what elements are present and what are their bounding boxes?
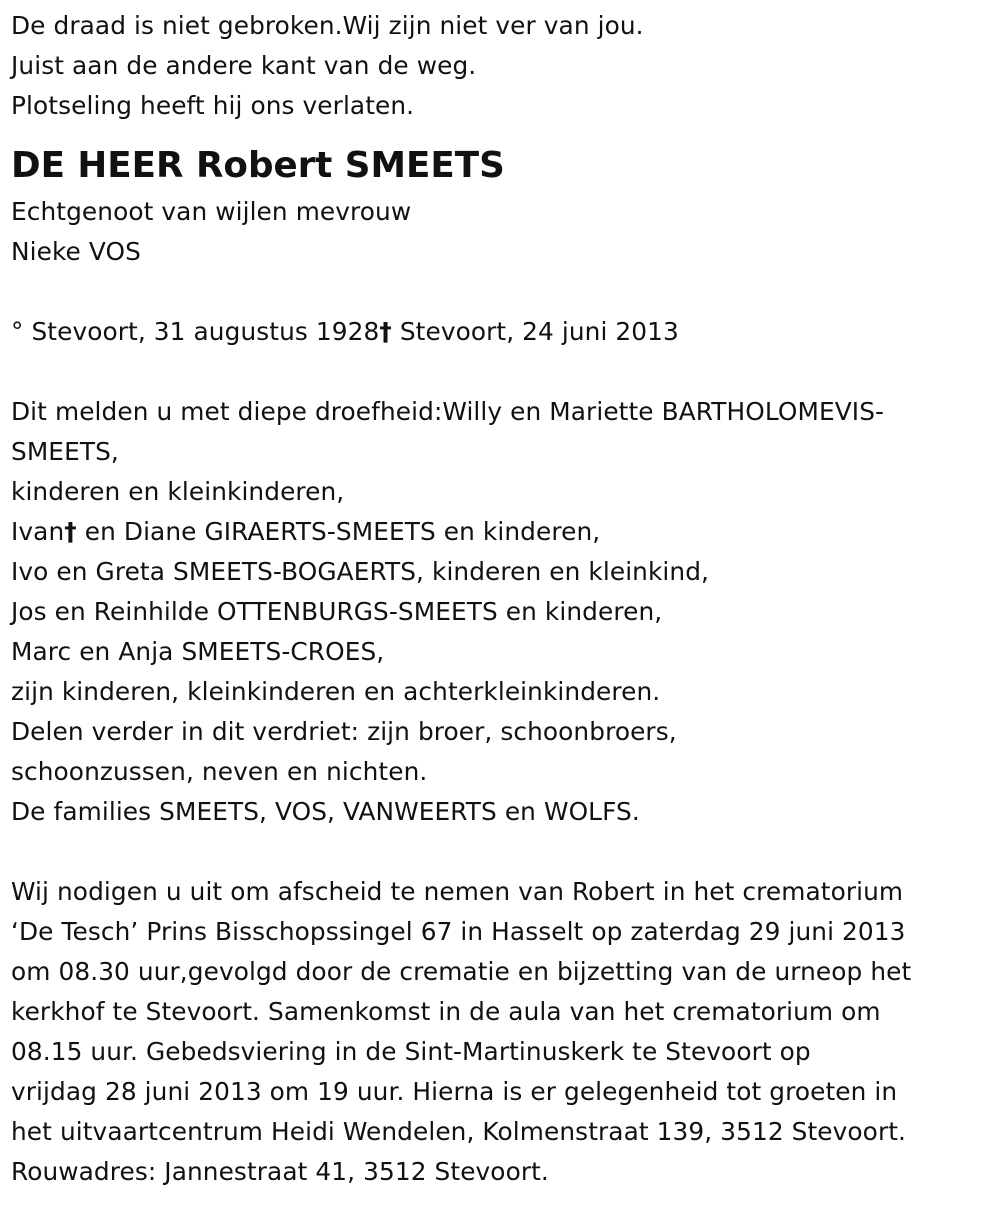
family-line: Marc en Anja SMEETS-CROES,	[11, 637, 385, 666]
ceremony-line: 08.15 uur. Gebedsviering in de Sint-Martinuskerk te Stevoort op	[11, 1037, 811, 1066]
family-announcement	[11, 392, 1000, 832]
ceremony-line: vrijdag 28 juni 2013 om 19 uur. Hierna is er gelegenheid tot groeten in	[11, 1077, 898, 1106]
poem-line: De draad is niet gebroken.Wij zijn niet ver van jou.	[11, 11, 644, 40]
spouse-info	[11, 192, 1000, 272]
family-line: schoonzussen, neven en nichten.	[11, 757, 428, 786]
spacer	[11, 352, 1000, 392]
family-line: Jos en Reinhilde OTTENBURGS-SMEETS en kinderen,	[11, 597, 663, 626]
ceremony-line: om 08.30 uur,gevolgd door de crematie en bijzetting van de urneop het	[11, 957, 912, 986]
ceremony-line: kerkhof te Stevoort. Samenkomst in de aula van het crematorium om	[11, 997, 881, 1026]
spacer	[11, 272, 1000, 312]
family-line: Ivo en Greta SMEETS-BOGAERTS, kinderen en kleinkind,	[11, 557, 710, 586]
poem-line: Juist aan de andere kant van de weg.	[11, 51, 477, 80]
poem-line: Plotseling heeft hij ons verlaten.	[11, 91, 415, 120]
family-line: kinderen en kleinkinderen,	[11, 477, 345, 506]
cross-icon: †	[379, 317, 392, 346]
family-line: SMEETS,	[11, 437, 119, 466]
family-member-rest: en Diane GIRAERTS-SMEETS en kinderen,	[76, 517, 601, 546]
family-member-name: Ivan	[11, 517, 65, 546]
ceremony-line: ‘De Tesch’ Prins Bisschopssingel 67 in Hasselt op zaterdag 29 juni 2013	[11, 917, 906, 946]
ceremony-details	[11, 872, 1000, 1192]
ceremony-line: het uitvaartcentrum Heidi Wendelen, Kolmenstraat 139, 3512 Stevoort.	[11, 1117, 907, 1146]
family-line: Dit melden u met diepe droefheid:Willy en Mariette BARTHOLOMEVIS-	[11, 397, 885, 426]
family-line: zijn kinderen, kleinkinderen en achterkleinkinderen.	[11, 677, 661, 706]
mourning-address: Rouwadres: Jannestraat 41, 3512 Stevoort.	[11, 1157, 549, 1186]
life-dates	[11, 312, 1000, 352]
deceased-name: DE HEER Robert SMEETS	[11, 145, 505, 186]
birth-info: ° Stevoort, 31 augustus 1928	[11, 317, 380, 346]
cross-icon: †	[64, 517, 77, 546]
spouse-line: Echtgenoot van wijlen mevrouw	[11, 197, 412, 226]
spacer	[11, 832, 1000, 872]
family-line: De families SMEETS, VOS, VANWEERTS en WOLFS.	[11, 797, 640, 826]
spouse-name: Nieke VOS	[11, 237, 141, 266]
poem	[11, 6, 1000, 126]
ceremony-line: Wij nodigen u uit om afscheid te nemen van Robert in het crematorium	[11, 877, 904, 906]
family-line	[11, 512, 1000, 552]
death-info: Stevoort, 24 juni 2013	[391, 317, 679, 346]
family-line: Delen verder in dit verdriet: zijn broer, schoonbroers,	[11, 717, 677, 746]
